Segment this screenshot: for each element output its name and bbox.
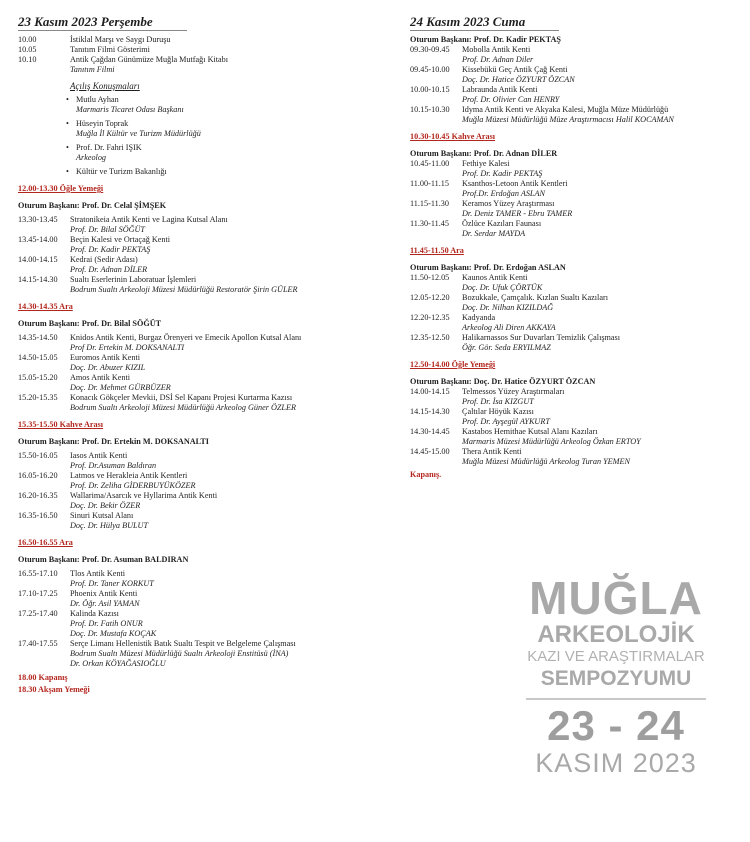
talk-speaker: Prof. Dr.Asuman Baldıran [70, 461, 157, 470]
session-chair: Oturum Başkanı: Prof. Dr. Kadir PEKTAŞ [410, 35, 561, 44]
talk-speaker: Prof. Dr. Zeliha GİDERBUYÜKÖZER [70, 481, 196, 490]
talk-speaker: Dr. Orkan KÖYAĞASIOĞLU [70, 659, 166, 668]
short-break: 14.30-14.35 Ara [18, 302, 73, 311]
talk-speaker: Prof. Dr. Ayşegül AYKURT [462, 417, 550, 426]
closing: Kapanış. [410, 470, 442, 479]
talk-speaker: Doç. Dr. Mustafa KOÇAK [70, 629, 157, 638]
talk-item: 11.30-11.45 Özlüce Kazıları Faunası [410, 219, 542, 228]
talk-item: 14.35-14.50 Knidos Antik Kenti, Burgaz Örenyeri ve Emecik Apollon Kutsal Alanı [18, 333, 302, 342]
talk-item: 14.45-15.00 Thera Antik Kenti [410, 447, 522, 456]
logo-line-month-year: KASIM 2023 [535, 748, 697, 778]
session-chair: Oturum Başkanı: Prof. Dr. Adnan DİLER [410, 149, 558, 158]
talk-item: 12.05-12.20 Bozukkale, Çamçalık. Kızlan Sualtı Kazıları [410, 293, 608, 302]
talk-item: 13.30-13.45 Stratonikeia Antik Kenti ve Lagina Kutsal Alanı [18, 215, 228, 224]
talk-item: 10.45-11.00 Fethiye Kalesi [410, 159, 510, 168]
talk-speaker: Prof. Dr. Taner KORKUT [70, 579, 154, 588]
lunch-break: 12.00-13.30 Öğle Yemeği [18, 184, 104, 193]
lunch-break: 12.50-14.00 Öğle Yemeği [410, 360, 496, 369]
speaker-name: • Prof. Dr. Fahri IŞIK [66, 143, 142, 152]
talk-item: 16.05-16.20 Latmos ve Herakleia Antik Kentleri [18, 471, 188, 480]
coffee-break: 15.35-15.50 Kahve Arası [18, 420, 104, 429]
logo-line-excavation: KAZI VE ARAŞTIRMALAR [527, 648, 705, 665]
day2-column [410, 14, 745, 480]
day2-title: 24 Kasım 2023 Cuma [410, 14, 745, 31]
logo-line-symposium: SEMPOZYUMU [540, 667, 692, 690]
talk-speaker: Arkeolog Ali Diren AKKAYA [462, 323, 556, 332]
session-chair: Oturum Başkanı: Prof. Dr. Bilal SÖĞÜT [18, 319, 162, 328]
talk-item: 11.50-12.05 Kaunos Antik Kenti [410, 273, 528, 282]
talk-speaker: Prof. Dr. İsa KIZGUT [462, 397, 534, 406]
speaker-role: Arkeolog [76, 153, 107, 162]
logo-line-archaeological: ARKEOLOJİK [537, 621, 695, 648]
speaker-name: • Hüseyin Toprak [66, 119, 129, 128]
coffee-break: 10.30-10.45 Kahve Arası [410, 132, 496, 141]
talk-item: 12.20-12.35 Kadyanda [410, 313, 496, 322]
talk-speaker: Doç. Dr. Hülya BULUT [70, 521, 149, 530]
talk-speaker: Doç. Dr. Bekir ÖZER [70, 501, 141, 510]
talk-speaker: Doç. Dr. Hatice ÖZYURT ÖZCAN [462, 75, 575, 84]
talk-speaker: Prof. Dr. Bilal SÖĞÜT [70, 225, 145, 234]
talk-speaker: Doç. Dr. Mehmet GÜRBÜZER [70, 383, 171, 392]
talk-item: 10.15-10.30 Idyma Antik Kenti ve Akyaka Kalesi, Muğla Müze Müdürlüğü [410, 105, 669, 114]
day1-title: 23 Kasım 2023 Perşembe [18, 14, 390, 31]
opening-item: 10.10 Antik Çağdan Günümüze Muğla Mutfağı Kitabı [18, 55, 229, 64]
opening-item: 10.05 Tanıtım Filmi Gösterimi [18, 45, 150, 54]
speaker-role: Muğla İl Kültür ve Turizm Müdürlüğü [76, 129, 201, 138]
talk-speaker: Doç. Dr. Abuzer KIZIL [70, 363, 146, 372]
short-break: 11.45-11.50 Ara [410, 246, 464, 255]
closing: 18.00 Kapanış [18, 673, 68, 682]
talk-item: 16.20-16.35 Wallarima/Asarcık ve Hyllarima Antik Kenti [18, 491, 218, 500]
talk-speaker: Prof. Dr. Adnan DİLER [70, 265, 148, 274]
talk-speaker: Doç. Dr. Nilhan KIZILDAĞ [462, 303, 554, 312]
talk-item: 11.00-11.15 Ksanthos-Letoon Antik Kentleri [410, 179, 568, 188]
talk-item: 15.05-15.20 Amos Antik Kenti [18, 373, 131, 382]
talk-speaker: Bodrum Sualtı Müzesi Müdürlüğü Sualtı Arkeoloji Enstitüsü (İNA) [70, 649, 289, 658]
talk-item: 16.55-17.10 Tlos Antik Kenti [18, 569, 126, 578]
speeches-heading: Açılış Konuşmaları [70, 81, 140, 91]
talk-item: 13.45-14.00 Beçin Kalesi ve Ortaçağ Kenti [18, 235, 171, 244]
talk-speaker: Bodrum Sualtı Arkeoloji Müzesi Müdürlüğü Restoratör Şirin GÜLER [70, 285, 298, 294]
talk-speaker: Bodrum Sualtı Arkeoloji Müzesi Müdürlüğü Arkeolog Güner ÖZLER [70, 403, 296, 412]
talk-speaker: Dr. Öğr. Asil YAMAN [70, 599, 140, 608]
talk-speaker: Prof.Dr. Erdoğan ASLAN [462, 189, 545, 198]
talk-speaker: Prof. Dr. Kadir PEKTAŞ [70, 245, 151, 254]
speaker-role: Marmaris Ticaret Odası Başkanı [76, 105, 184, 114]
speaker-name: • Mutlu Ayhan [66, 95, 119, 104]
session-chair: Oturum Başkanı: Prof. Dr. Erdoğan ASLAN [410, 263, 566, 272]
talk-item: 15.20-15.35 Konacık Gökçeler Mevkii, DSİ Sel Kapanı Projesi Kurtarma Kazısı [18, 393, 293, 402]
speaker-name: • Kültür ve Turizm Bakanlığı [66, 167, 167, 176]
talk-speaker: Dr. Serdar MAYDA [462, 229, 526, 238]
symposium-logo [522, 574, 710, 778]
talk-speaker: Marmaris Müzesi Müdürlüğü Arkeolog Özkan ERTOY [462, 437, 641, 446]
logo-divider [526, 698, 706, 700]
talk-item: 14.30-14.45 Kastabos Hemithae Kutsal Alanı Kazıları [410, 427, 598, 436]
opening-item-sub: Tanıtım Filmi [70, 65, 115, 74]
talk-speaker: Öğr. Gör. Seda ERYILMAZ [462, 343, 551, 352]
talk-item: 10.00-10.15 Labraunda Antik Kenti [410, 85, 538, 94]
talk-item: 09.45-10.00 Kissebükü Geç Antik Çağ Kenti [410, 65, 568, 74]
logo-line-dates: 23 - 24 [547, 702, 685, 749]
talk-speaker: Prof. Dr. Olivier Can HENRY [462, 95, 560, 104]
session-chair: Oturum Başkanı: Prof. Dr. Celal ŞİMŞEK [18, 201, 167, 210]
talk-speaker: Prof. Dr. Fatih ONUR [70, 619, 143, 628]
talk-item: 14.50-15.05 Euromos Antik Kenti [18, 353, 141, 362]
talk-item: 14.15-14.30 Çaltılar Höyük Kazısı [410, 407, 534, 416]
talk-item: 11.15-11.30 Keramos Yüzey Araştırması [410, 199, 555, 208]
talk-item: 15.50-16.05 Iasos Antik Kenti [18, 451, 128, 460]
dinner: 18.30 Akşam Yemeği [18, 685, 90, 694]
talk-item: 14.00-14.15 Telmessos Yüzey Araştırmaları [410, 387, 565, 396]
opening-item: 10.00 İstiklal Marşı ve Saygı Duruşu [18, 35, 171, 44]
talk-speaker: Dr. Deniz TAMER - Ebru TAMER [462, 209, 573, 218]
talk-speaker: Prof. Dr. Adnan Diler [462, 55, 534, 64]
talk-item: 14.15-14.30 Sualtı Eserlerinin Laboratuar İşlemleri [18, 275, 197, 284]
talk-item: 09.30-09.45 Mobolla Antik Kenti [410, 45, 531, 54]
talk-speaker: Prof. Dr. Kadir PEKTAŞ [462, 169, 543, 178]
day1-column [18, 14, 390, 695]
talk-item: 17.25-17.40 Kalinda Kazısı [18, 609, 119, 618]
logo-line-city: MUĞLA [529, 572, 703, 624]
short-break: 16.50-16.55 Ara [18, 538, 73, 547]
session-chair: Oturum Başkanı: Prof. Dr. Asuman BALDIRAN [18, 555, 189, 564]
talk-item: 12.35-12.50 Halikarnassos Sur Duvarları Temizlik Çalışması [410, 333, 620, 342]
talk-item: 17.10-17.25 Phoenix Antik Kenti [18, 589, 138, 598]
talk-speaker: Prof Dr. Ertekin M. DOKSANALTI [70, 343, 185, 352]
talk-speaker: Doç. Dr. Ufuk ÇÖRTÜK [462, 283, 543, 292]
talk-item: 14.00-14.15 Kedrai (Sedir Adası) [18, 255, 138, 264]
talk-item: 16.35-16.50 Sinuri Kutsal Alanı [18, 511, 134, 520]
talk-speaker: Muğla Müzesi Müdürlüğü Arkeolog Turan YEMEN [462, 457, 630, 466]
session-chair: Oturum Başkanı: Doç. Dr. Hatice ÖZYURT ÖZCAN [410, 377, 596, 386]
talk-speaker: Muğla Müzesi Müdürlüğü Müze Araştırmacısı Halil KOCAMAN [462, 115, 674, 124]
session-chair: Oturum Başkanı: Prof. Dr. Ertekin M. DOKSANALTI [18, 437, 209, 446]
talk-item: 17.40-17.55 Serçe Limanı Hellenistik Batık Sualtı Tespit ve Belgeleme Çalışması [18, 639, 296, 648]
